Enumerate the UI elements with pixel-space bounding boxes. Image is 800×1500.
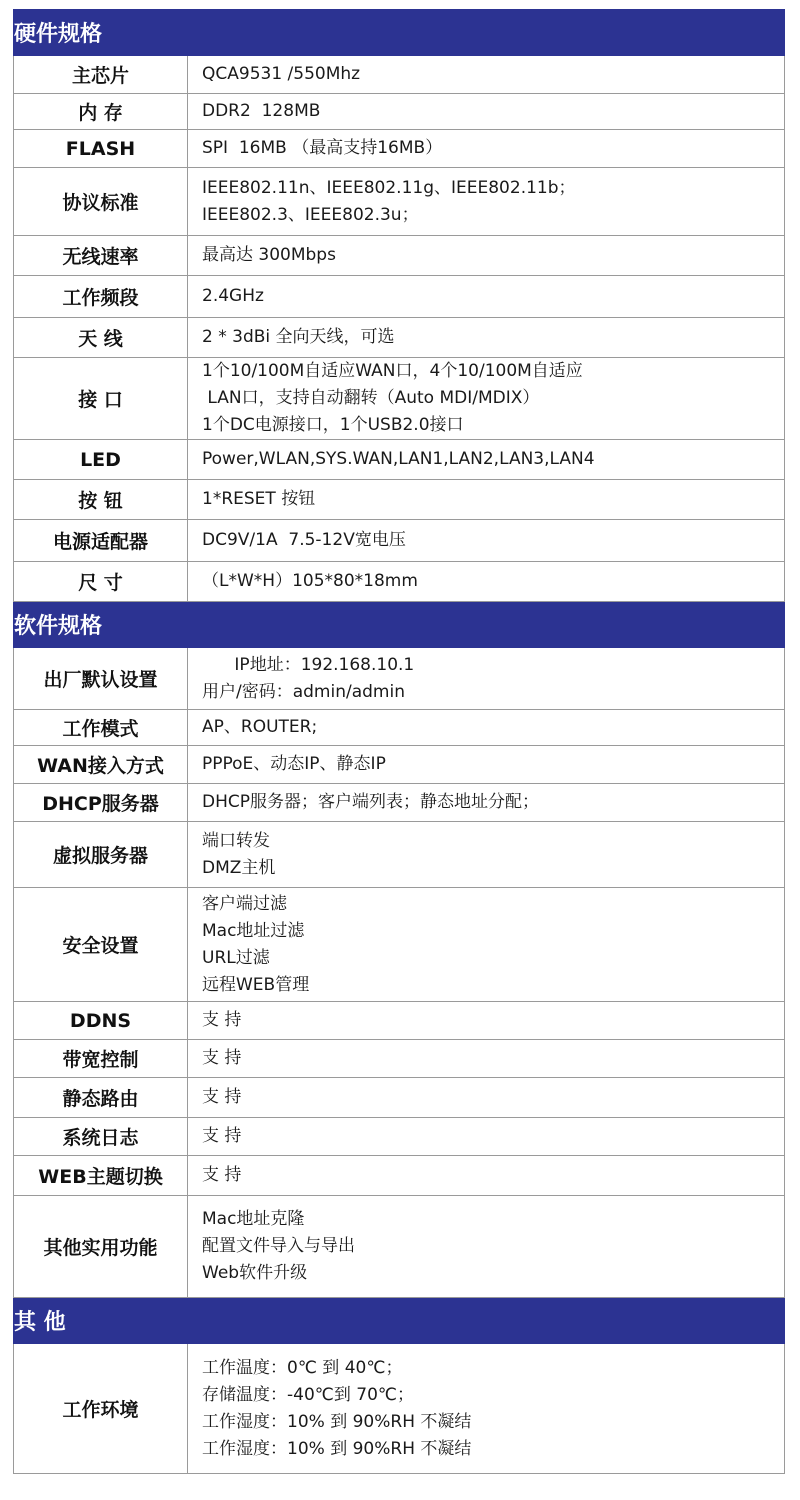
spec-value-line: Power,WLAN,SYS.WAN,LAN1,LAN2,LAN3,LAN4 bbox=[202, 449, 595, 469]
spec-value bbox=[188, 480, 785, 520]
spec-table bbox=[13, 9, 785, 1474]
spec-value-line: 配置文件导入与导出 bbox=[202, 1236, 355, 1256]
spec-value bbox=[188, 562, 785, 602]
spec-value bbox=[188, 888, 785, 1002]
spec-row bbox=[14, 520, 785, 562]
spec-row bbox=[14, 1002, 785, 1040]
spec-label: 安全设置 bbox=[14, 888, 188, 1002]
spec-row bbox=[14, 746, 785, 784]
spec-value-line: QCA9531 /550Mhz bbox=[202, 64, 361, 84]
spec-value bbox=[188, 318, 785, 358]
spec-row bbox=[14, 822, 785, 888]
spec-value-line: DDR2 128MB bbox=[202, 101, 321, 121]
spec-value-line: 支 持 bbox=[202, 1165, 242, 1185]
spec-value-line: LAN口，支持自动翻转（Auto MDI/MDIX） bbox=[202, 388, 540, 408]
spec-row bbox=[14, 94, 785, 130]
spec-label: 无线速率 bbox=[14, 236, 188, 276]
spec-value-line: 用户/密码：admin/admin bbox=[202, 681, 405, 702]
spec-value-line: 支 持 bbox=[202, 1126, 242, 1146]
spec-label: 内 存 bbox=[14, 94, 188, 130]
spec-row bbox=[14, 56, 785, 94]
spec-value-line: 1个DC电源接口，1个USB2.0接口 bbox=[202, 415, 464, 435]
spec-label: 接 口 bbox=[14, 358, 188, 440]
spec-value-line: 端口转发 bbox=[202, 830, 270, 851]
spec-value-line: DMZ主机 bbox=[202, 857, 276, 878]
spec-value bbox=[188, 276, 785, 318]
spec-row bbox=[14, 1118, 785, 1156]
spec-row bbox=[14, 276, 785, 318]
spec-value-line: IEEE802.11n、IEEE802.11g、IEEE802.11b； bbox=[202, 177, 576, 198]
spec-label: 工作频段 bbox=[14, 276, 188, 318]
spec-value-line: （L*W*H）105*80*18mm bbox=[202, 571, 418, 591]
section-header bbox=[14, 1298, 785, 1344]
spec-label: 尺 寸 bbox=[14, 562, 188, 602]
spec-value-line: DC9V/1A 7.5-12V宽电压 bbox=[202, 530, 406, 550]
spec-value bbox=[188, 1078, 785, 1118]
spec-label: 系统日志 bbox=[14, 1118, 188, 1156]
spec-row bbox=[14, 130, 785, 168]
spec-value bbox=[188, 1196, 785, 1298]
spec-row bbox=[14, 1196, 785, 1298]
spec-value bbox=[188, 1344, 785, 1474]
spec-value-line: 工作温度：0℃ 到 40℃； bbox=[202, 1357, 403, 1378]
section-header bbox=[14, 602, 785, 648]
spec-label: 工作环境 bbox=[14, 1344, 188, 1474]
spec-value-line: 存储温度：-40℃到 70℃； bbox=[202, 1384, 414, 1405]
spec-label: 虚拟服务器 bbox=[14, 822, 188, 888]
spec-value bbox=[188, 746, 785, 784]
spec-value bbox=[188, 784, 785, 822]
spec-label: 出厂默认设置 bbox=[14, 648, 188, 710]
spec-value-line: IP地址：192.168.10.1 bbox=[202, 654, 415, 675]
spec-value bbox=[188, 648, 785, 710]
spec-label: 其他实用功能 bbox=[14, 1196, 188, 1298]
section-header bbox=[14, 10, 785, 56]
spec-row bbox=[14, 168, 785, 236]
spec-label: WAN接入方式 bbox=[14, 746, 188, 784]
spec-value-line: 工作湿度：10% 到 90%RH 不凝结 bbox=[202, 1438, 472, 1459]
spec-row bbox=[14, 888, 785, 1002]
spec-value-line: 远程WEB管理 bbox=[202, 974, 310, 995]
spec-row bbox=[14, 358, 785, 440]
spec-label: 按 钮 bbox=[14, 480, 188, 520]
spec-value bbox=[188, 1118, 785, 1156]
spec-row bbox=[14, 784, 785, 822]
spec-value-line: SPI 16MB （最高支持16MB） bbox=[202, 138, 443, 158]
spec-value-line: 最高达 300Mbps bbox=[202, 245, 336, 265]
section-title: 其 他 bbox=[14, 1298, 785, 1344]
spec-row bbox=[14, 710, 785, 746]
spec-label: FLASH bbox=[14, 130, 188, 168]
spec-label: 静态路由 bbox=[14, 1078, 188, 1118]
spec-value-line: 支 持 bbox=[202, 1010, 242, 1030]
spec-value-line: 支 持 bbox=[202, 1087, 242, 1107]
spec-label: LED bbox=[14, 440, 188, 480]
spec-value-line: IEEE802.3、IEEE802.3u； bbox=[202, 204, 419, 225]
section-title: 软件规格 bbox=[14, 602, 785, 648]
spec-row bbox=[14, 440, 785, 480]
spec-value-line: 2.4GHz bbox=[202, 286, 264, 306]
spec-value-line: DHCP服务器；客户端列表；静态地址分配； bbox=[202, 792, 539, 812]
spec-value bbox=[188, 822, 785, 888]
spec-value bbox=[188, 168, 785, 236]
spec-value bbox=[188, 1156, 785, 1196]
spec-value bbox=[188, 130, 785, 168]
spec-value-line: 工作湿度：10% 到 90%RH 不凝结 bbox=[202, 1411, 472, 1432]
spec-value bbox=[188, 520, 785, 562]
spec-label: 天 线 bbox=[14, 318, 188, 358]
spec-row bbox=[14, 1156, 785, 1196]
section-title: 硬件规格 bbox=[14, 10, 785, 56]
spec-row bbox=[14, 318, 785, 358]
spec-label: WEB主题切换 bbox=[14, 1156, 188, 1196]
spec-value-line: Web软件升级 bbox=[202, 1263, 308, 1283]
spec-row bbox=[14, 480, 785, 520]
spec-value-line: PPPoE、动态IP、静态IP bbox=[202, 754, 386, 774]
spec-value-line: 1个10/100M自适应WAN口，4个10/100M自适应 bbox=[202, 361, 583, 381]
spec-value-line: 客户端过滤 bbox=[202, 893, 287, 914]
spec-label: 协议标准 bbox=[14, 168, 188, 236]
spec-row bbox=[14, 1040, 785, 1078]
spec-row bbox=[14, 648, 785, 710]
spec-label: DDNS bbox=[14, 1002, 188, 1040]
spec-value-line: URL过滤 bbox=[202, 947, 270, 968]
spec-value bbox=[188, 56, 785, 94]
spec-row bbox=[14, 1344, 785, 1474]
spec-value bbox=[188, 440, 785, 480]
spec-table-body bbox=[14, 10, 785, 1474]
spec-value bbox=[188, 236, 785, 276]
spec-value-line: 支 持 bbox=[202, 1048, 242, 1068]
spec-row bbox=[14, 236, 785, 276]
spec-label: 带宽控制 bbox=[14, 1040, 188, 1078]
spec-row bbox=[14, 1078, 785, 1118]
spec-label: 工作模式 bbox=[14, 710, 188, 746]
spec-label: 电源适配器 bbox=[14, 520, 188, 562]
spec-label: DHCP服务器 bbox=[14, 784, 188, 822]
spec-value bbox=[188, 1040, 785, 1078]
spec-value-line: 1*RESET 按钮 bbox=[202, 489, 316, 509]
spec-value-line: 2 * 3dBi 全向天线，可选 bbox=[202, 327, 395, 347]
spec-value-line: Mac地址过滤 bbox=[202, 920, 305, 941]
spec-value bbox=[188, 94, 785, 130]
spec-row bbox=[14, 562, 785, 602]
spec-value-line: Mac地址克隆 bbox=[202, 1209, 305, 1229]
spec-value bbox=[188, 710, 785, 746]
spec-value bbox=[188, 358, 785, 440]
spec-value bbox=[188, 1002, 785, 1040]
spec-label: 主芯片 bbox=[14, 56, 188, 94]
spec-value-line: AP、ROUTER; bbox=[202, 717, 318, 737]
